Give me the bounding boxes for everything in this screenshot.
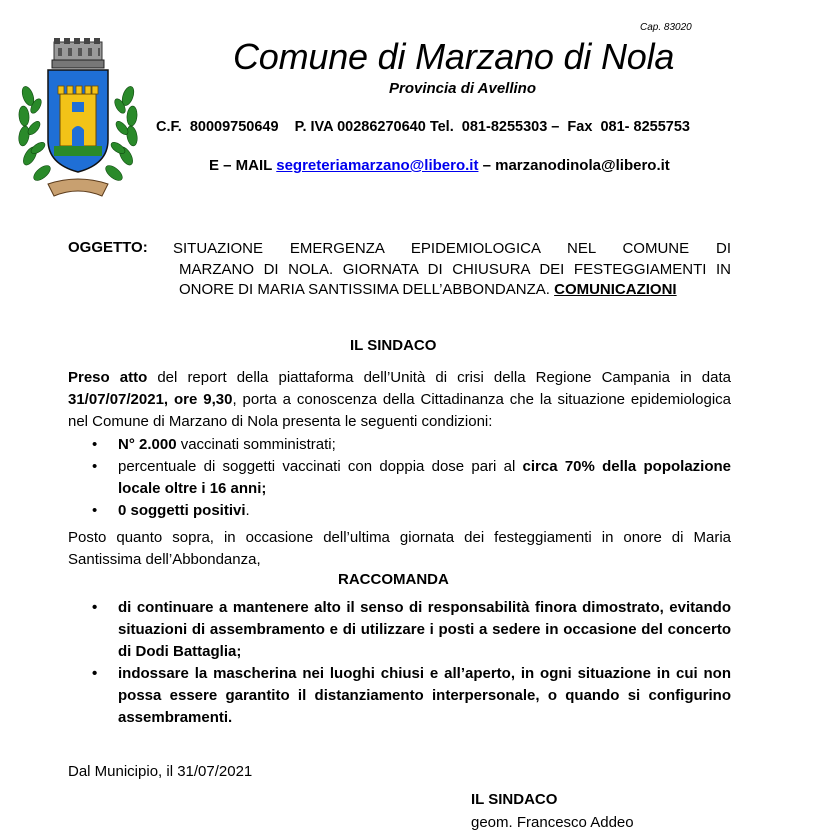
- list-item: [92, 500, 731, 522]
- municipality-title: Comune di Marzano di Nola: [233, 36, 675, 77]
- email-line: [209, 157, 670, 174]
- intro-bold-2: 31/07/07/2021, ore 9,30: [68, 391, 233, 408]
- signature-title: IL SINDACO: [471, 791, 558, 808]
- sindaco-heading: IL SINDACO: [350, 337, 437, 354]
- condition-bold: N° 2.000: [118, 436, 177, 453]
- conditions-list: [92, 434, 731, 522]
- recommendation-text: indossare la mascherina nei luoghi chiusi e all’aperto, in ogni situazione in cui non possa essere garantito il distanziamento interpersonale, o quando si configurino assembramenti.: [118, 665, 731, 726]
- subject-rest: [179, 260, 731, 301]
- email-link[interactable]: segreteriamarzano@libero.it: [276, 157, 479, 174]
- condition-text: vaccinati somministrati;: [176, 436, 336, 453]
- subject-communications: COMUNICAZIONI: [554, 281, 677, 298]
- province-subtitle: Provincia di Avellino: [389, 80, 536, 97]
- subject-rest-text: MARZANO DI NOLA. GIORNATA DI CHIUSURA DEI FESTEGGIAMENTI IN ONORE DI MARIA SANTISSIMA: [179, 260, 731, 298]
- recommends-heading: RACCOMANDA: [338, 571, 449, 588]
- condition-text: .: [245, 502, 250, 519]
- list-item: [92, 434, 731, 456]
- condition-text: percentuale di soggetti vaccinati con doppia dose pari al: [118, 458, 523, 475]
- condition-bold: 0 soggetti positivi: [118, 502, 246, 519]
- condition-bold: circa 70% della popolazione locale oltre i 16 anni;: [118, 458, 731, 497]
- email-suffix: – marzanodinola@libero.it: [478, 157, 670, 174]
- list-item: [92, 456, 731, 500]
- crown-icon: [52, 38, 104, 68]
- bullet-icon: •: [92, 436, 98, 453]
- bullet-icon: •: [92, 458, 98, 475]
- coat-of-arms-icon: [14, 36, 142, 202]
- subject-last-text: DELL’ABBONDANZA.: [402, 281, 555, 298]
- list-item: [92, 663, 731, 729]
- intro-paragraph: [68, 367, 731, 433]
- intro-text-1: del report della piattaforma dell’Unità di crisi della Regione Campania in data: [147, 369, 731, 386]
- postal-code: Cap. 83020: [640, 22, 692, 33]
- bullet-icon: •: [92, 599, 98, 616]
- bullet-icon: •: [92, 502, 98, 519]
- contact-details: C.F. 80009750649 P. IVA 00286270640 Tel. 081-8255303 – Fax 081- 8255753: [156, 119, 690, 135]
- subject-line-1: SITUAZIONE EMERGENZA EPIDEMIOLOGICA NEL COMUNE DI: [173, 240, 731, 257]
- subject-label: OGGETTO:: [68, 239, 148, 256]
- list-item: [92, 597, 731, 663]
- recommendations-list: [92, 597, 731, 729]
- bullet-icon: •: [92, 665, 98, 682]
- intro-bold-1: Preso atto: [68, 369, 148, 386]
- intro-text-2: , porta a conoscenza della Cittadinanza che la situazione epidemiologica nel Comune di Marzano di Nola presenta le seguenti condizioni:: [68, 391, 731, 430]
- recommendation-text: di continuare a mantenere alto il senso di responsabilità finora dimostrato, evitando situazioni di assembramento e di utilizzare i posti a sedere in occasione del concerto di Dodi Battaglia;: [118, 599, 731, 660]
- subject-text: [173, 239, 731, 301]
- second-paragraph: Posto quanto sopra, in occasione dell’ultima giornata dei festeggiamenti in onore di Maria Santissima dell’Abbondanza,: [68, 529, 731, 568]
- email-prefix: E – MAIL: [209, 157, 277, 174]
- signature-name: geom. Francesco Addeo: [471, 814, 634, 831]
- place-date: Dal Municipio, il 31/07/2021: [68, 763, 253, 780]
